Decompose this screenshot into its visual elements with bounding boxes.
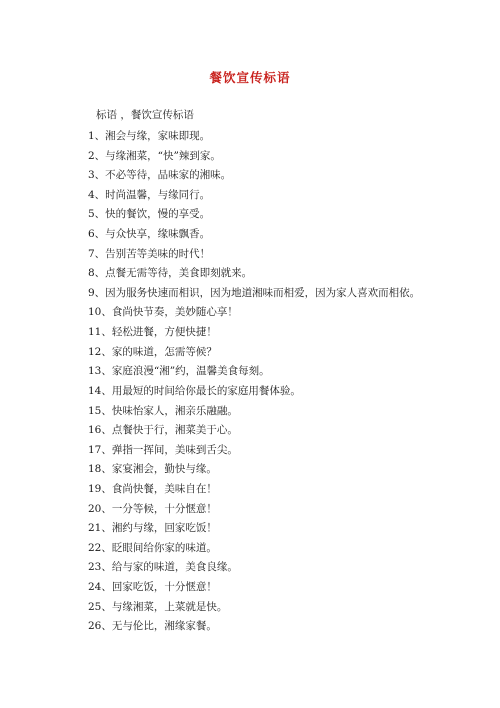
list-item: 12、家的味道，怎需等候？ (88, 345, 217, 358)
list-item: 15、快味怡家人，湘亲乐融融。 (88, 404, 238, 417)
list-item: 23、给与家的味道，美食良缘。 (88, 561, 238, 574)
list-item: 22、眨眼间给你家的味道。 (88, 541, 217, 554)
list-item: 18、家宴湘会，勤快与缘。 (88, 463, 217, 476)
list-item: 26、无与伦比，湘缘家餐。 (88, 620, 217, 633)
list-item: 25、与缘湘菜，上菜就是快。 (88, 600, 228, 613)
list-item: 24、回家吃饭，十分惬意！ (88, 581, 217, 594)
list-item: 4、时尚温馨，与缘同行。 (88, 188, 211, 201)
list-item: 9、因为服务快速而相识，因为地道湘味而相爱，因为家人喜欢而相依。 (88, 286, 421, 299)
list-item: 1、湘会与缘，家味即现。 (88, 130, 211, 142)
list-item: 14、用最短的时间给你最长的家庭用餐体验。 (88, 384, 301, 397)
list-item: 20、一分等候，十分惬意！ (88, 502, 217, 515)
list-item: 6、与众快享，缘味飘香。 (88, 228, 211, 241)
list-item: 5、快的餐饮，慢的享受。 (88, 208, 211, 221)
list-item: 21、湘约与缘，回家吃饭！ (88, 522, 217, 535)
list-item: 17、弹指一挥间，美味到舌尖。 (88, 443, 238, 456)
list-item: 11、轻松进餐，方便快捷！ (88, 326, 217, 339)
list-item: 10、食尚快节奏，美妙随心享！ (88, 306, 238, 319)
slogan-list (88, 129, 488, 639)
list-item: 7、告别苦等美味的时代！ (88, 247, 211, 260)
list-item: 8、点餐无需等待，美食即刻就来。 (88, 267, 253, 280)
list-item: 3、不必等待，品味家的湘味。 (88, 169, 232, 182)
list-item: 16、点餐快于行，湘菜美于心。 (88, 424, 238, 437)
list-item: 13、家庭浪漫“湘”约，温馨美食每刻。 (88, 365, 270, 378)
list-item: 2、与缘湘菜，“快”辣到家。 (88, 149, 221, 162)
intro-line: 标语 ，餐饮宣传标语 (96, 109, 194, 121)
list-item: 19、食尚快餐，美味自在！ (88, 482, 217, 495)
document-title: 餐饮宣传标语 (209, 70, 291, 85)
